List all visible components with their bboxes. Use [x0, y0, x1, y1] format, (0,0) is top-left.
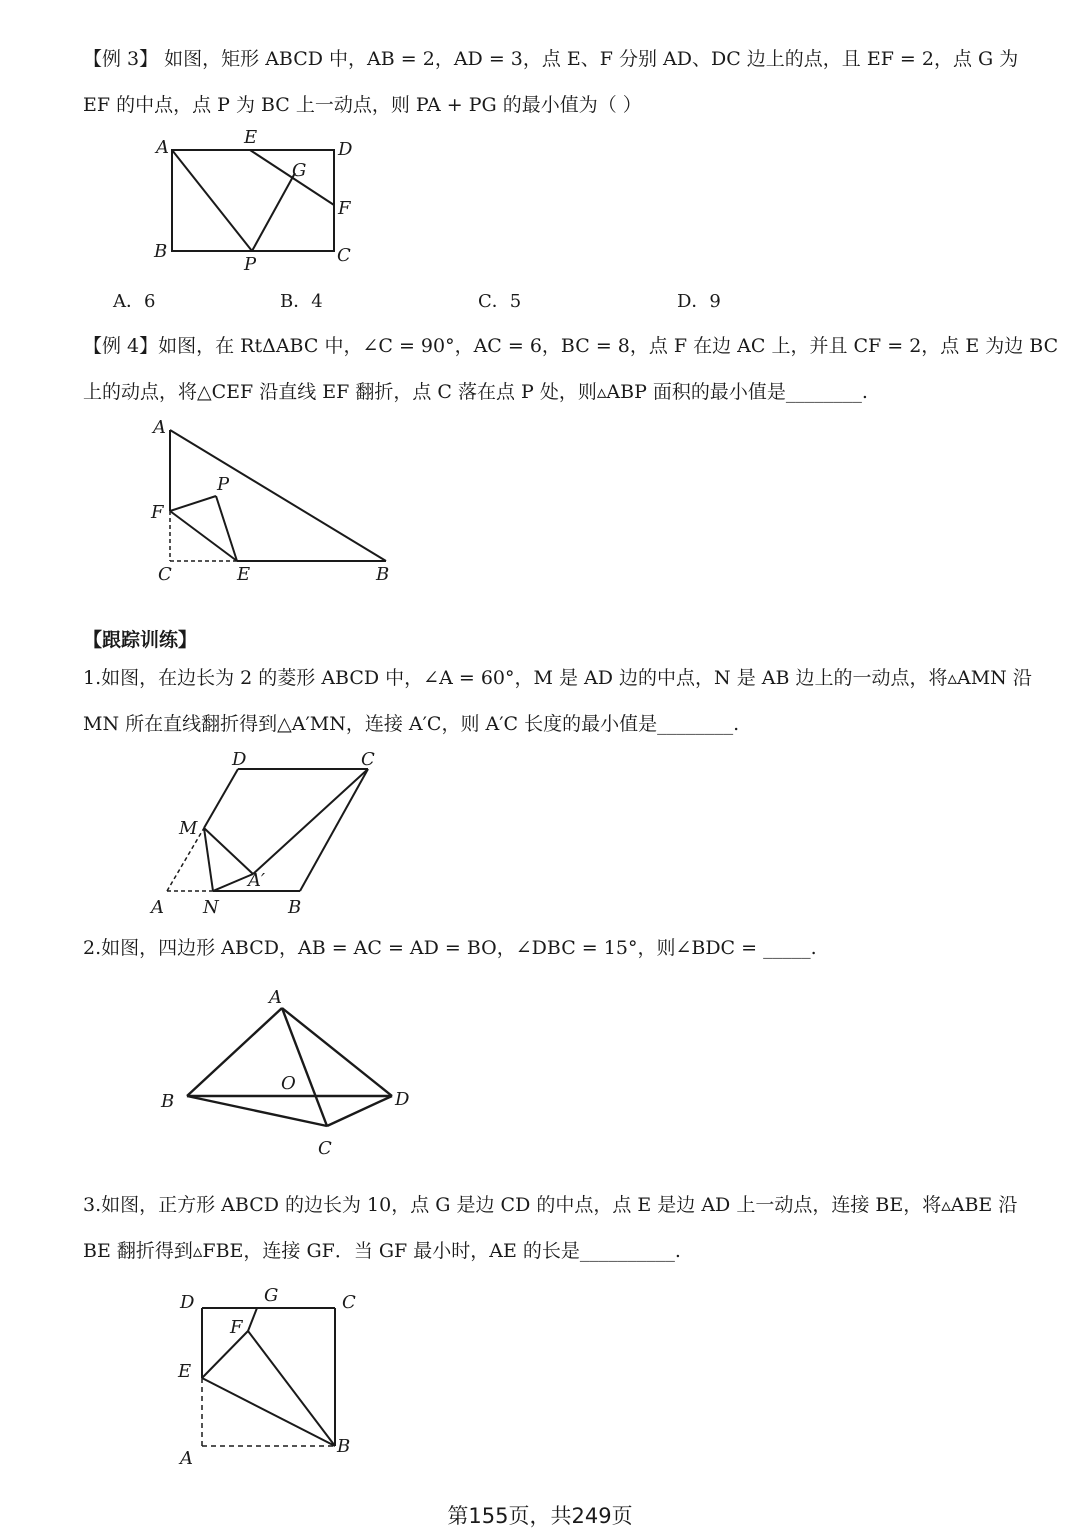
example4-figure	[140, 410, 410, 590]
label-d: D	[395, 1089, 410, 1110]
label-a: A	[151, 897, 164, 918]
segment-ab	[187, 1008, 282, 1096]
label-m: M	[179, 818, 198, 839]
rectangle-abcd	[172, 150, 334, 251]
label-o: O	[281, 1073, 296, 1094]
label-p: P	[244, 254, 257, 275]
label-b: B	[161, 1091, 175, 1112]
q3-question-line1: 3.如图，正方形 ABCD 的边长为 10，点 G 是边 CD 的中点，点 E 是边 AD 上一动点，连接 BE，将▵ABE 沿	[83, 1194, 1018, 1216]
segment-pe	[216, 496, 237, 561]
choice-b: B．4	[280, 291, 323, 312]
label-c: C	[158, 564, 172, 585]
label-a: A	[269, 987, 282, 1008]
label-c: C	[361, 749, 375, 770]
choice-a: A．6	[113, 291, 156, 312]
label-e: E	[237, 564, 251, 585]
label-c: C	[342, 1292, 356, 1313]
label-d: D	[180, 1292, 195, 1313]
segment-pg	[252, 173, 295, 251]
example4-question-line1: 【例 4】如图，在 RtΔABC 中，∠C = 90°，AC = 6，BC = 8，点 F 在边 AC 上，并且 CF = 2，点 E 为边 BC	[83, 335, 1059, 357]
label-d: D	[232, 749, 247, 770]
label-b: B	[337, 1436, 351, 1457]
label-a: A	[153, 417, 166, 438]
label-c: C	[337, 245, 351, 266]
label-g: G	[264, 1285, 279, 1306]
label-e: E	[244, 127, 258, 148]
example3-question-line2: EF 的中点，点 P 为 BC 上一动点，则 PA + PG 的最小值为（ ）	[83, 94, 642, 116]
segment-a1c	[253, 769, 368, 874]
segment-cb	[300, 769, 368, 891]
q1-question-line2: MN 所在直线翻折得到△A′MN，连接 A′C，则 A′C 长度的最小值是________.	[83, 713, 740, 735]
label-c: C	[318, 1138, 332, 1159]
segment-gf	[248, 1308, 257, 1331]
choice-d: D．9	[677, 291, 721, 312]
label-a-prime: A′	[248, 870, 266, 891]
segment-ap	[172, 150, 252, 251]
segment-mn	[204, 828, 213, 891]
segment-ma1	[204, 828, 253, 874]
tracking-heading: 【跟踪训练】	[83, 629, 198, 651]
segment-fp	[170, 496, 216, 511]
segment-ef	[202, 1331, 248, 1378]
q1-figure	[140, 740, 390, 925]
q3-figure	[160, 1275, 380, 1475]
label-f: F	[338, 198, 351, 219]
segment-fe	[170, 511, 237, 561]
choice-c: C．5	[478, 291, 522, 312]
q3-question-line2: BE 翻折得到▵FBE，连接 GF．当 GF 最小时，AE 的长是__________.	[83, 1240, 681, 1262]
label-b: B	[154, 241, 168, 262]
label-g: G	[292, 160, 307, 181]
label-f: F	[151, 502, 164, 523]
label-f: F	[230, 1317, 243, 1338]
q1-question-line1: 1.如图，在边长为 2 的菱形 ABCD 中，∠A = 60°，M 是 AD 边的中点，N 是 AB 边上的一动点，将▵AMN 沿	[83, 667, 1032, 689]
label-b: B	[288, 897, 302, 918]
label-a: A	[180, 1448, 193, 1469]
segment-eb	[202, 1378, 335, 1446]
segment-fb	[248, 1331, 335, 1446]
label-n: N	[203, 897, 219, 918]
segment-bc	[187, 1096, 327, 1126]
example3-question-line1: 【例 3】 如图，矩形 ABCD 中，AB = 2，AD = 3，点 E、F 分别 AD、DC 边上的点，且 EF = 2，点 G 为	[83, 48, 1019, 70]
q2-figure	[150, 975, 430, 1165]
segment-ab	[170, 430, 386, 561]
label-e: E	[178, 1361, 192, 1382]
label-b: B	[376, 564, 390, 585]
example4-question-line2: 上的动点，将△CEF 沿直线 EF 翻折，点 C 落在点 P 处，则▵ABP 面积的最小值是________.	[83, 381, 868, 403]
label-p: P	[217, 474, 230, 495]
label-a: A	[156, 137, 169, 158]
segment-cd	[327, 1096, 392, 1126]
q2-question-line1: 2.如图，四边形 ABCD，AB = AC = AD = BO，∠DBC = 15°，则∠BDC = _____.	[83, 937, 817, 959]
segment-na1	[213, 874, 253, 891]
page-number: 第155页，共249页	[447, 1504, 633, 1528]
label-d: D	[338, 139, 353, 160]
segment-da	[204, 769, 238, 828]
example3-figure	[140, 125, 380, 275]
